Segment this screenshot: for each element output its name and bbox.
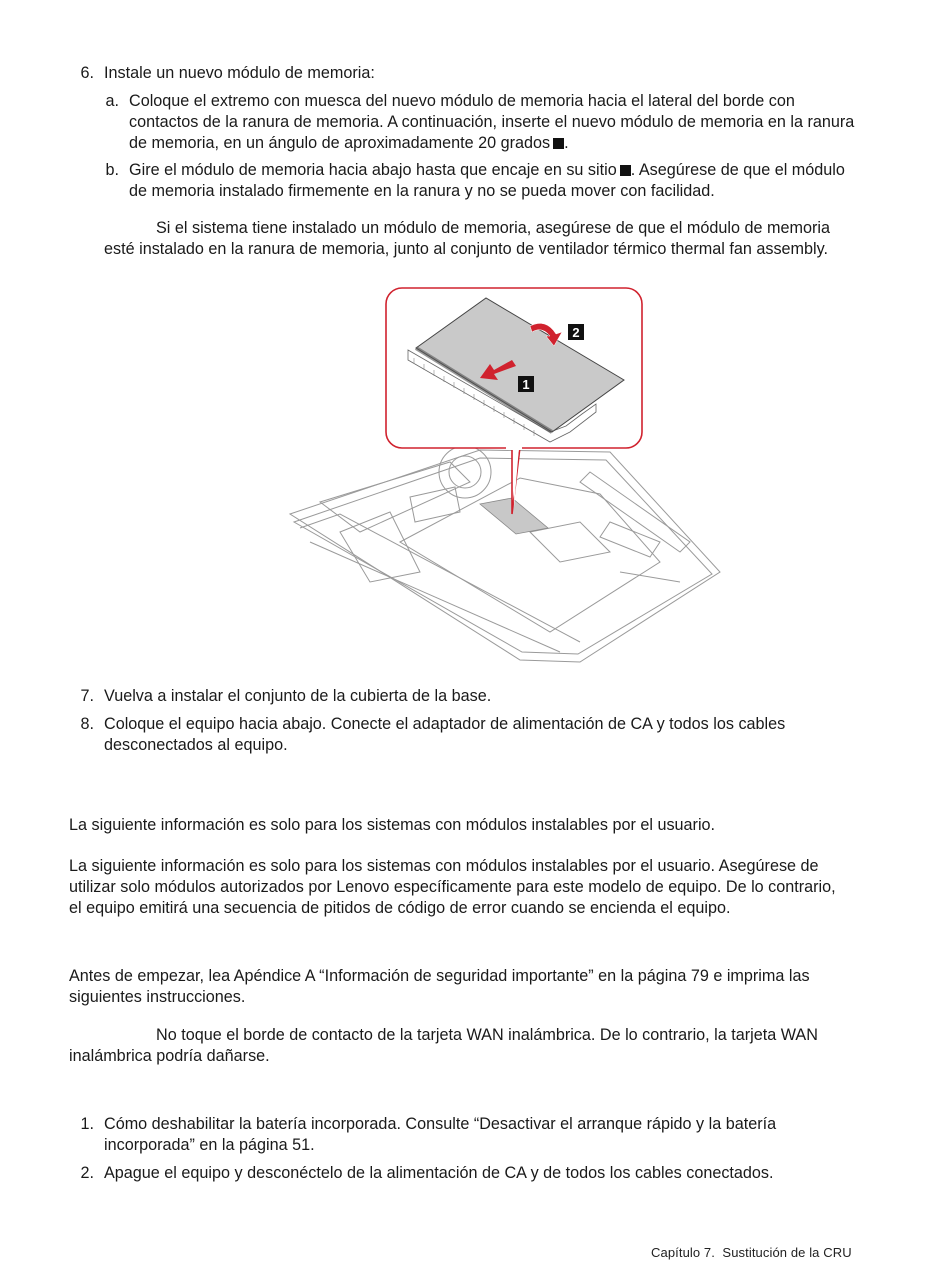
note-line: esté instalado en la ranura de memoria, junto al conjunto de ventilador térmico thermal fan assembly. — [104, 240, 829, 258]
note-line: Si el sistema tiene instalado un módulo de memoria, asegúrese de que el módulo de memoria — [156, 219, 830, 237]
info-paragraph-line: el equipo emitirá una secuencia de pitidos de código de error cuando se encienda el equipo. — [69, 899, 731, 917]
step-title: Instale un nuevo módulo de memoria: — [104, 64, 375, 82]
step-number: 8. — [80, 715, 94, 733]
prereq-line: siguientes instrucciones. — [69, 988, 246, 1006]
caution-line: inalámbrica podría dañarse. — [69, 1047, 270, 1065]
step-8-line: Coloque el equipo hacia abajo. Conecte el adaptador de alimentación de CA y todos los cables — [104, 715, 786, 733]
callout-2-label: 2 — [572, 325, 580, 340]
step-number: 6. — [80, 64, 94, 82]
step-number: 2. — [80, 1164, 94, 1182]
step-1-line: incorporada” en la página 51. — [104, 1136, 315, 1154]
step-7-text: Vuelva a instalar el conjunto de la cubierta de la base. — [104, 687, 492, 705]
substep-b-text: Gire el módulo de memoria hacia abajo hasta que encaje en su sitio — [129, 161, 617, 179]
substep-a-line-last: de memoria, en un ángulo de aproximadamente 20 grados . — [129, 134, 569, 152]
info-paragraph-line: utilizar solo módulos autorizados por Lenovo específicamente para este modelo de equipo. De lo contrario, — [69, 878, 836, 896]
memory-install-figure — [280, 282, 730, 672]
substep-a-line: contactos de la ranura de memoria. A continuación, inserte el nuevo módulo de memoria en la ranura — [129, 113, 855, 131]
step-1-line: Cómo deshabilitar la batería incorporada. Consulte “Desactivar el arranque rápido y la batería — [104, 1115, 777, 1133]
prereq-line: Antes de empezar, lea Apéndice A “Información de seguridad importante” en la página 79 e imprima las — [69, 967, 810, 985]
step-2-line: Apague el equipo y desconéctelo de la alimentación de CA y de todos los cables conectados. — [104, 1164, 774, 1182]
callout-1-marker — [553, 138, 564, 149]
footer-chapter: Capítulo 7. — [651, 1245, 715, 1260]
substep-b-line-first — [129, 160, 845, 181]
info-paragraph-line: La siguiente información es solo para los sistemas con módulos instalables por el usuario. Asegúrese de — [69, 857, 819, 875]
memory-module-illustration — [280, 282, 730, 672]
substep-letter: b. — [105, 161, 119, 179]
step-number: 7. — [80, 687, 94, 705]
info-paragraph: La siguiente información es solo para los sistemas con módulos instalables por el usuario. — [69, 816, 716, 834]
footer-title: Sustitución de la CRU — [722, 1245, 852, 1260]
substep-a-line: Coloque el extremo con muesca del nuevo módulo de memoria hacia el lateral del borde con — [129, 92, 795, 110]
substep-letter: a. — [105, 92, 119, 110]
step-8-line: desconectados al equipo. — [104, 736, 288, 754]
callout-1-label: 1 — [522, 377, 530, 392]
callout-2-marker — [620, 165, 631, 176]
substep-b-text-cont: . Asegúrese de que el módulo — [630, 161, 845, 179]
substep-b-line: de memoria instalado firmemente en la ranura y no se pueda mover con facilidad. — [129, 182, 715, 200]
substep-a-text: de memoria, en un ángulo de aproximadamente 20 grados — [129, 134, 551, 152]
step-number: 1. — [80, 1115, 94, 1133]
caution-line: No toque el borde de contacto de la tarjeta WAN inalámbrica. De lo contrario, la tarjeta WAN — [156, 1026, 818, 1044]
